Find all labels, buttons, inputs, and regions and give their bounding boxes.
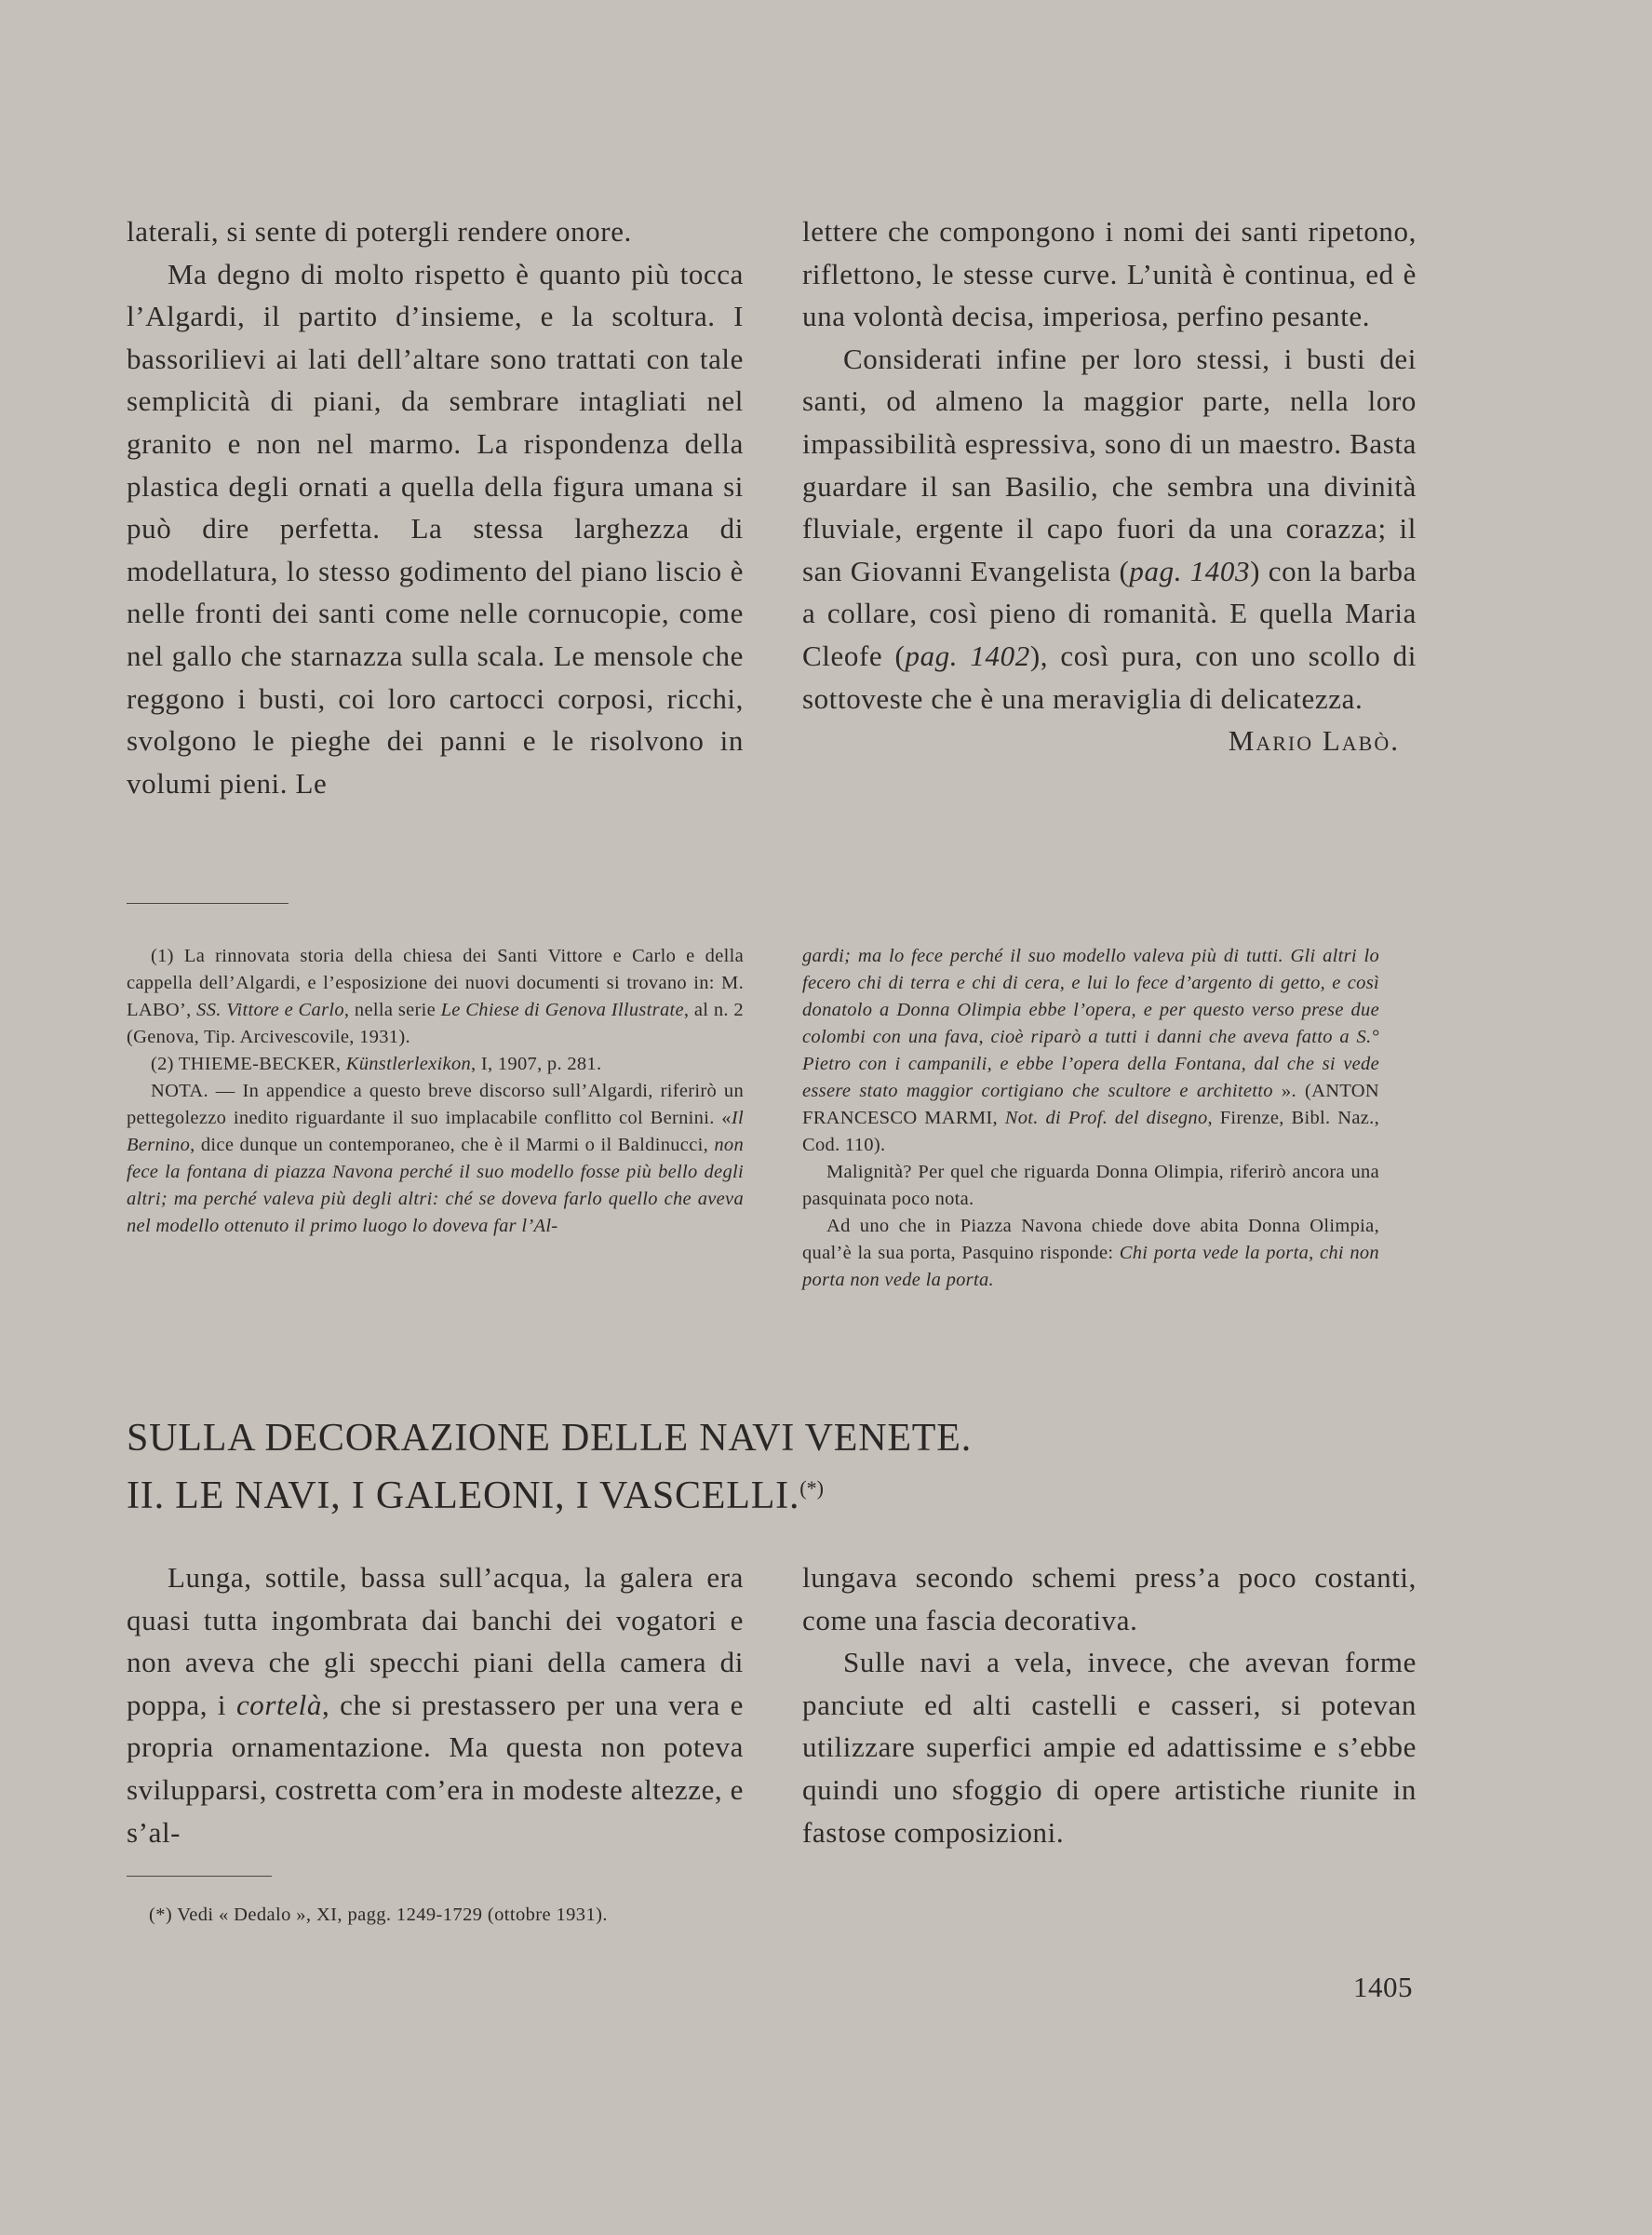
author-signature: Mario Labò. [1228,724,1400,758]
paragraph: Sulle navi a vela, invece, che avevan forme panciute ed alti castelli e casseri, si potevan utilizzare superfici ampie ed adattissime e s’ebbe quindi uno sfoggio di opere artistiche riunite in fastose composizioni. [802,1646,1417,1849]
article-footnote-separator [127,1876,272,1877]
nota-continuation: gardi; ma lo fece perché il suo modello valeva più di tutti. Gli altri lo fecero chi di terra e chi di cera, e lui lo fece d’argento di getto, e così donatolo a Donna Olimpia ebbe l’opera, e per questo verso prese due colombi con una fava, cioè riparò a tutti i danni che aveva fatto a S.° Pietro con i campanili, e ebbe l’opera della Fontana, dal che si vede essere stato maggior cortigiano che scultore e architetto ». (ANTON FRANCESCO MARMI, Not. di Prof. del disegno, Firenze, Bibl. Naz., Cod. 110). [802,946,1379,1155]
article-left-column [127,1556,744,1853]
page-number: 1405 [1353,1971,1413,2003]
notes-right-column [802,943,1379,1294]
notes-left-column [127,943,744,1240]
paragraph: laterali, si sente di potergli rendere onore. [127,215,632,248]
paragraph: lungava secondo schemi press’a poco costanti, come una fascia decorativa. [802,1561,1417,1636]
nota-paragraph: Malignità? Per quel che riguarda Donna Olimpia, riferirò ancora una pasquinata poco nota. [802,1162,1379,1209]
upper-left-column [127,210,744,804]
nota-paragraph: NOTA. — In appendice a questo breve discorso sull’Algardi, riferirò un pettegolezzo inedito riguardante il suo implacabile conflitto col Bernini. «Il Bernino, dice dunque un contemporaneo, che è il Marmi o il Baldinucci, non fece la fontana di piazza Navona perché il suo modello fosse più bello degli altri; ma perché valeva più degli altri: ché se doveva farlo quello che aveva nel modello ottenuto il primo luogo lo doveva far l’Al- [127,1081,744,1236]
article-title [127,1413,972,1521]
nota-paragraph: Ad uno che in Piazza Navona chiede dove abita Donna Olimpia, qual’è la sua porta, Pasquino risponde: Chi porta vede la porta, chi non porta non vede la porta. [802,1216,1379,1290]
article-right-column [802,1556,1417,1853]
paragraph: Lunga, sottile, bassa sull’acqua, la galera era quasi tutta ingombrata dai banchi dei vogatori e non aveva che gli specchi piani della camera di poppa, i cortelà, che si prestassero per una vera e propria ornamentazione. Ma questa non poteva svilupparsi, costretta com’era in modeste altezze, e s’al- [127,1561,744,1849]
notes-separator [127,903,289,904]
article-title-line-1: SULLA DECORAZIONE DELLE NAVI VENETE. [127,1417,972,1460]
article-footnote: (*) Vedi « Dedalo », XI, pagg. 1249-1729 (ottobre 1931). [149,1905,608,1925]
footnote-1: (1) La rinnovata storia della chiesa dei Santi Vittore e Carlo e della cappella dell’Algardi, e l’esposizione dei nuovi documenti si trovano in: M. LABO’, SS. Vittore e Carlo, nella serie Le Chiese di Genova Illustrate, al n. 2 (Genova, Tip. Arcivescovile, 1931). [127,946,744,1047]
paragraph: lettere che compongono i nomi dei santi ripetono, riflettono, le stesse curve. L’unità è continua, ed è una volontà decisa, imperiosa, perfino pesante. [802,215,1417,333]
paragraph: Considerati infine per loro stessi, i busti dei santi, od almeno la maggior parte, nella loro impassibilità espressiva, sono di un maestro. Basta guardare il san Basilio, che sembra una divinità fluviale, ergente il capo fuori da una corazza; il san Giovanni Evangelista (pag. 1403) con la barba a collare, così pieno di romanità. E quella Maria Cleofe (pag. 1402), così pura, con uno scollo di sottoveste che è una meraviglia di delicatezza. [802,342,1417,715]
footnote-2: (2) THIEME-BECKER, Künstlerlexikon, I, 1907, p. 281. [151,1054,602,1074]
title-footnote-mark: (*) [799,1476,824,1500]
article-title-line-2: II. LE NAVI, I GALEONI, I VASCELLI. [127,1474,800,1517]
paragraph: Ma degno di molto rispetto è quanto più tocca l’Algardi, il partito d’insieme, e la scoltura. I bassorilievi ai lati dell’altare sono trattati con tale semplicità di piani, da sembrare intagliati nel granito e non nel marmo. La rispondenza della plastica degli ornati a quella della figura umana si può dire perfetta. La stessa larghezza di modellatura, lo stesso godimento del piano liscio è nelle fronti dei santi come nelle cornucopie, come nel gallo che starnazza sulla scala. Le mensole che reggono i busti, coi loro cartocci corposi, ricchi, svolgono le pieghe dei panni e le risolvono in volumi pieni. Le [127,257,744,800]
upper-right-column [802,210,1417,762]
